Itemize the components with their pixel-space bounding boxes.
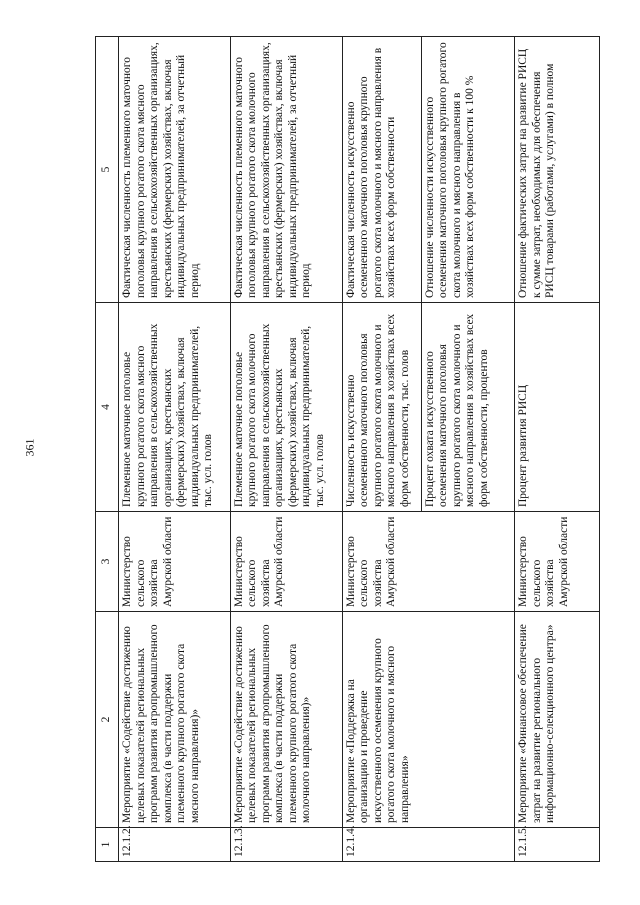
measure-cell: Мероприятие «Содействие достижению целевых показателей региональных программ развития агропромышленного комплекса (в части поддержки племенного крупного рогатого скота молочного направления)» (230, 612, 342, 828)
method-cell-split (342, 37, 515, 303)
measure-cell: Мероприятие «Финансовое обеспечение затрат на развитие регионального информационно-селекционного центра» (515, 612, 600, 828)
row-number: 12.1.4. (342, 828, 515, 862)
page-number: 361 (22, 438, 37, 457)
method-part: Отношение численности искусственного осеменения маточного поголовья крупного рогатого скота молочного и мясного направления в хозяйствах всех форм собственности к 100 % (421, 37, 480, 302)
executor-cell: Министерство сельского хозяйства Амурской области (515, 512, 600, 612)
table-header-row (96, 37, 119, 862)
row-number: 12.1.5. (515, 828, 600, 862)
header-col-2: 2 (96, 612, 119, 828)
header-col-3: 3 (96, 512, 119, 612)
indicator-cell: Племенное маточное поголовье крупного рогатого скота мясного направления в сельскохозяйственных организациях, крестьянских (фермерских) хозяйствах, включая индивидуальных предпринимателей, тыс. усл. голов (119, 303, 231, 512)
method-cell: Отношение фактических затрат на развитие РИСЦ к сумме затрат, необходимых для обеспечения РИСЦ товарами (работами, услугами) в полном (515, 37, 600, 303)
table-row (515, 37, 600, 862)
table-row (119, 37, 231, 862)
indicators-table (95, 36, 600, 862)
method-cell: Фактическая численность племенного маточного поголовья крупного рогатого скота молочного направления в сельскохозяйственных организациях, крестьянских (фермерских) хозяйствах, включая индивидуальных предпринимателей, за отчетный период (230, 37, 342, 303)
method-cell: Фактическая численность племенного маточного поголовья крупного рогатого скота мясного направления в сельскохозяйственных организациях, крестьянских (фермерских) хозяйствах, включая индивидуальных предпринимателей, за отчетный период (119, 37, 231, 303)
indicator-cell: Племенное маточное поголовье крупного рогатого скота молочного направления в сельскохозяйственных организациях, крестьянских (фермерских) хозяйствах, включая индивидуальных предпринимателей, тыс. усл. голов (230, 303, 342, 512)
header-col-5: 5 (96, 37, 119, 303)
executor-cell: Министерство сельского хозяйства Амурской области (342, 512, 515, 612)
executor-cell: Министерство сельского хозяйства Амурской области (230, 512, 342, 612)
table-row (230, 37, 342, 862)
measure-cell: Мероприятие «Поддержка на организацию и проведение искусственного осеменения крупного рогатого скота молочного и мясного направления» (342, 612, 515, 828)
indicator-part: Процент охвата искусственного осеменения маточного поголовья крупного рогатого скота молочного и мясного направления в хозяйствах всех форм собственности, процентов (421, 303, 494, 511)
indicator-cell-split (342, 303, 515, 512)
rotated-table-container (95, 37, 600, 862)
indicator-cell: Процент развития РИСЦ (515, 303, 600, 512)
executor-cell: Министерство сельского хозяйства Амурской области (119, 512, 231, 612)
header-col-1: 1 (96, 828, 119, 862)
header-col-4: 4 (96, 303, 119, 512)
indicator-part: Численность искусственно осемененного маточного поголовья крупного рогатого скота молочного и мясного направления в хозяйствах всех форм собственности, тыс. голов (344, 313, 411, 507)
measure-cell: Мероприятие «Содействие достижению целевых показателей региональных программ развития агропромышленного комплекса (в части поддержки племенного крупного рогатого скота мясного направления)» (119, 612, 231, 828)
row-number: 12.1.3. (230, 828, 342, 862)
method-part: Фактическая численность искусственно осемененного маточного поголовья крупного рогатого скота молочного и мясного направления в хозяйствах всех форм собственности (344, 47, 398, 298)
row-number: 12.1.2. (119, 828, 231, 862)
table-row (342, 37, 515, 862)
